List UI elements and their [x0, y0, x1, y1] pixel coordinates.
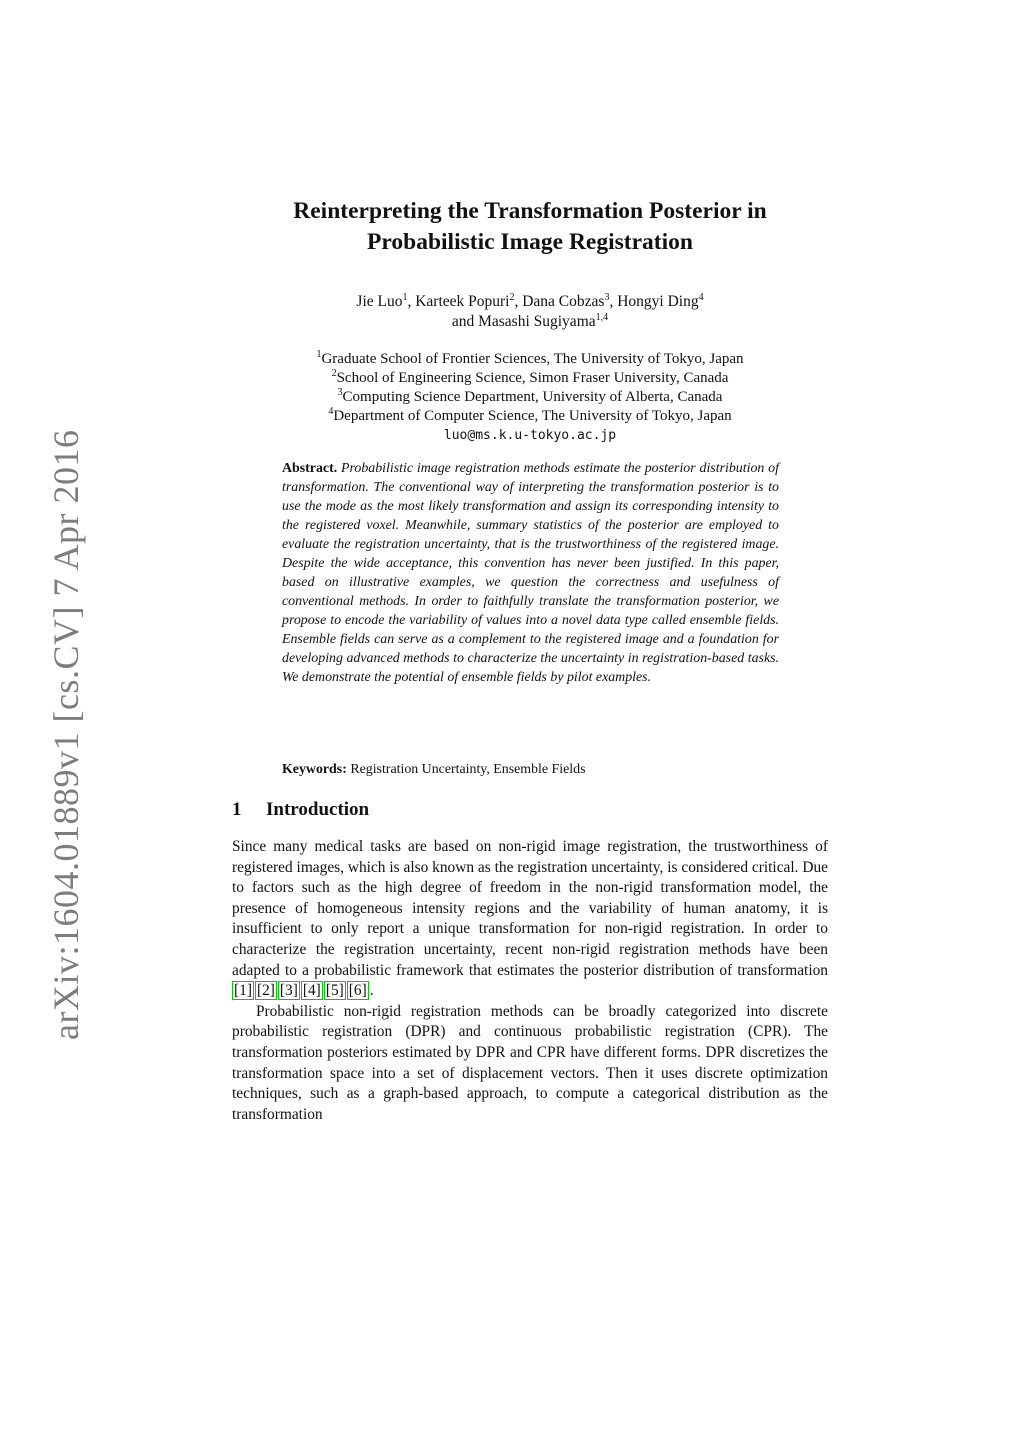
citation-link[interactable]: [3]	[279, 982, 298, 1000]
arxiv-identifier: arXiv:1604.01889v1 [cs.CV] 7 Apr 2016	[46, 429, 86, 1040]
title-line-2: Probabilistic Image Registration	[367, 229, 693, 255]
author-affiliation-mark: 3	[604, 291, 610, 303]
paragraph-2-text: Probabilistic non-rigid registration methods can be broadly categorized into discrete probabilistic registration (DPR) and continuous probabilistic registration (CPR). The transformation posteriors estimated by DPR and CPR have different forms. DPR discretizes the transformation space into a set of displacement vectors. Then it uses discrete optimization techniques, such as a graph-based approach, to compute a categorical distribution as the transformation	[232, 1002, 828, 1123]
citation-link[interactable]: [5]	[325, 982, 344, 1000]
keywords-label: Keywords:	[282, 762, 347, 777]
abstract-text: Probabilistic image registration methods estimate the posterior distribution of transformation. The conventional way of interpreting the transformation posterior is to use the mode as the most likely transformation and assign its corresponding intensity to the registered voxel. Meanwhile, summary statistics of the posterior are employed to evaluate the registration uncertainty, that is the trustworthiness of the registered image. Despite the wide acceptance, this convention has never been justified. In this paper, based on illustrative examples, we question the correctness and usefulness of conventional methods. In order to faithfully translate the transformation posterior, we propose to encode the variability of values into a novel data type called ensemble fields. Ensemble fields can serve as a complement to the registered image and a foundation for developing advanced methods to characterize the uncertainty in registration-based tasks. We demonstrate the potential of ensemble fields by pilot examples.	[282, 461, 779, 685]
affiliation-text: Graduate School of Frontier Sciences, The University of Tokyo, Japan	[321, 351, 744, 367]
citation-link[interactable]: [6]	[348, 982, 367, 1000]
abstract-label: Abstract.	[282, 461, 338, 476]
citation-link[interactable]: [4]	[302, 982, 321, 1000]
author-name: Jie Luo	[356, 293, 403, 310]
section-title: Introduction	[266, 799, 370, 820]
author-affiliation-mark: 1	[402, 291, 408, 303]
affiliation-item	[230, 388, 830, 407]
paper-title	[230, 196, 830, 258]
citation-list: [1] [2] [3] [4] [5] [6] .	[234, 982, 374, 1000]
affiliation-mark: 4	[328, 406, 334, 417]
section-number: 1	[232, 799, 242, 820]
paragraph-1-text: Since many medical tasks are based on non-rigid image registration, the trustworthiness of registered images, which is also known as the registration uncertainty, is considered critical. Due to factors such as the high degree of freedom in the non-rigid transformation model, the presence of homogeneous intensity regions and the variability of human anatomy, it is insufficient to only report a unique transformation for non-rigid registration. In order to characterize the registration uncertainty, recent non-rigid registration methods have been adapted to a probabilistic framework that estimates the posterior distribution of transformation	[232, 838, 828, 979]
author-affiliation-mark: 1,4	[595, 311, 609, 323]
author-name: Dana Cobzas	[522, 293, 605, 310]
keywords	[282, 760, 779, 779]
affiliation-mark: 3	[337, 387, 343, 398]
author-name: Karteek Popuri	[415, 293, 510, 310]
author-name: Hongyi Ding	[617, 293, 699, 310]
affiliation-mark: 1	[316, 349, 322, 360]
affiliation-text: School of Engineering Science, Simon Fraser University, Canada	[336, 370, 729, 386]
affiliation-text: Computing Science Department, University of Alberta, Canada	[342, 389, 723, 405]
citation-link[interactable]: [2]	[256, 982, 275, 1000]
authors-line-1: Jie Luo$^1$, Karteek Popuri$^2$, Dana Cobzas$^3$, Hongyi Ding$^4$	[356, 291, 704, 310]
title-line-1: Reinterpreting the Transformation Posterior in	[293, 198, 767, 224]
affiliation-item	[230, 369, 830, 388]
paragraph	[232, 837, 828, 1002]
affiliation-mark: 2	[331, 368, 337, 379]
affiliation-item	[230, 407, 830, 426]
abstract	[282, 459, 779, 687]
contact-email: luo@ms.k.u-tokyo.ac.jp	[443, 428, 617, 443]
affiliation-item	[230, 350, 830, 369]
authors-line-2	[230, 312, 830, 332]
body-text	[232, 837, 828, 1125]
author-affiliation-mark: 2	[509, 291, 515, 303]
paragraph	[232, 1002, 828, 1126]
affiliation-list	[230, 350, 830, 445]
citation-link[interactable]: [1]	[234, 982, 252, 1000]
keywords-text: Registration Uncertainty, Ensemble Fields	[350, 762, 586, 777]
affiliation-text: Department of Computer Science, The University of Tokyo, Japan	[333, 408, 732, 424]
author-list	[230, 292, 830, 332]
author-name: and Masashi Sugiyama	[451, 313, 596, 330]
section-heading	[232, 799, 828, 821]
author-affiliation-mark: 4	[698, 291, 704, 303]
